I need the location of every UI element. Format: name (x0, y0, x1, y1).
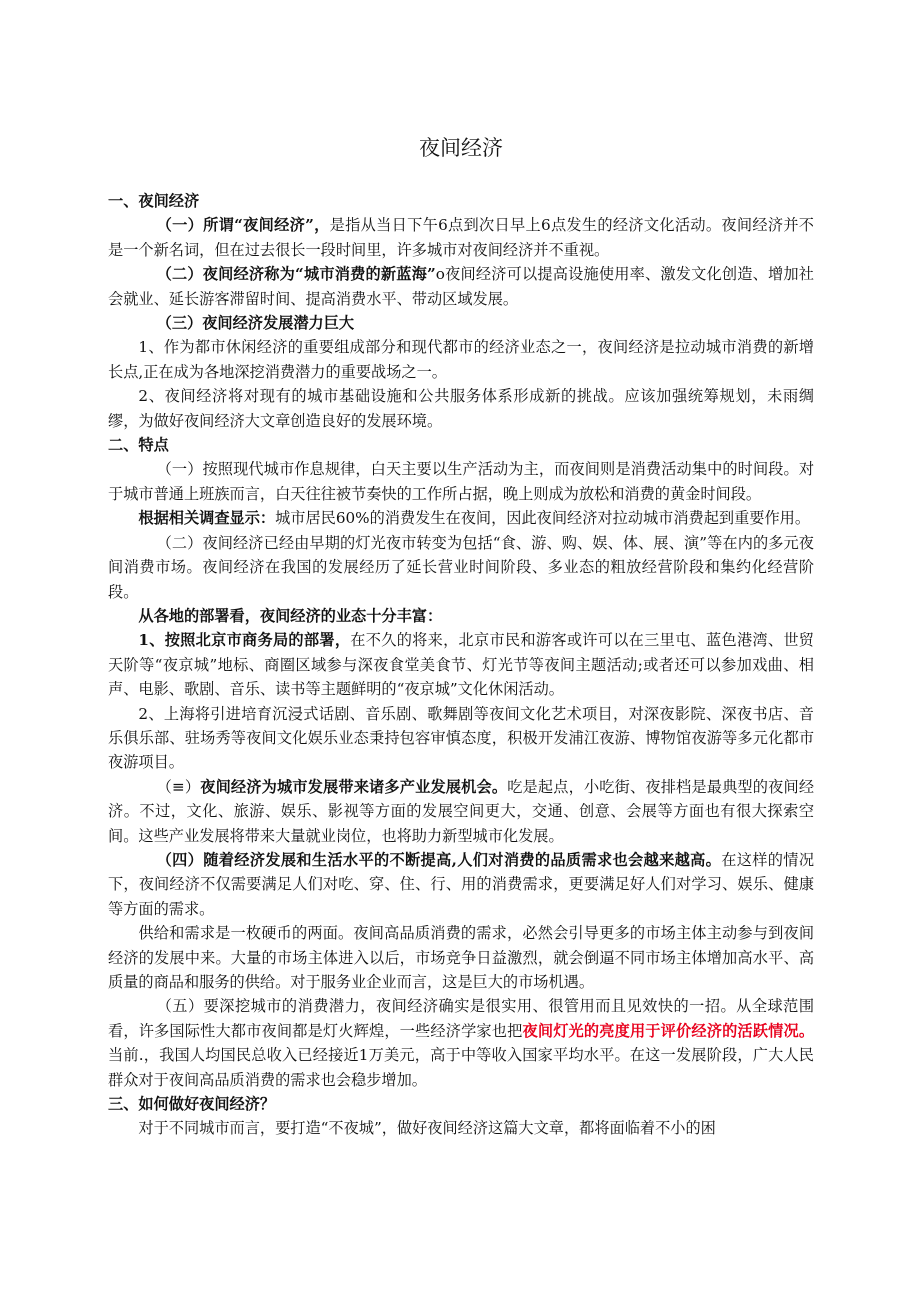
section-2-paragraph-8 (108, 848, 814, 921)
section-2-paragraph-10-highlight: 夜间灯光的亮度用于评价经济的活跃情况。 (522, 1021, 815, 1040)
section-1-paragraph-1 (108, 213, 814, 262)
section-2-paragraph-3: （二）夜间经济已经由早期的灯光夜市转变为包括“食、游、购、娱、体、展、演”等在内的多元夜间消费市场。夜间经济在我国的发展经历了延长营业时间阶段、多业态的粗放经营阶段和集约化经营阶段。 (108, 533, 814, 601)
section-2-paragraph-10-text-1: （五）要深挖城市的消费潜力，夜间经济确实是很实用、很管用而且见效快的一招。从全球范围看，许多国际性大都市夜间都是灯火辉煌，一些经济学家也把 (108, 997, 814, 1040)
section-2-paragraph-9: 供给和需求是一枚硬币的两面。夜间高品质消费的需求，必然会引导更多的市场主体主动参与到夜间经济的发展中来。大量的市场主体进入以后，市场竞争日益激烈，就会倒逼不同市场主体增加高水平、高质量的商品和服务的供给。对于服务业企业而言，这是巨大的市场机遇。 (108, 924, 814, 991)
section-2-paragraph-7-bold: 夜间经济为城市发展带来诸多产业发展机会。 (200, 777, 508, 796)
section-2-paragraph-6: 2、上海将引进培育沉浸式话剧、音乐剧、歌舞剧等夜间文化艺术项目，对深夜影院、深夜书店、音乐俱乐部、驻场秀等夜间文化娱乐业态秉持包容审慎态度，积极开发浦江夜游、博物馆夜游等多元化都市夜游项目。 (108, 704, 814, 772)
section-3-heading: 三、如何做好夜间经济？ (108, 1095, 276, 1114)
section-2-paragraph-2 (108, 506, 814, 530)
section-2-paragraph-4 (108, 604, 814, 628)
section-2-paragraph-5-text: 在不久的将来，北京市民和游客或许可以在三里屯、蓝色港湾、世贸天阶等“夜京城”地标、商圈区域参与深夜食堂美食节、灯光节等夜间主题活动;或者还可以参加戏曲、相声、电影、歌剧、音乐、读书等主题鲜明的“夜京城”文化休闲活动。 (108, 631, 814, 699)
section-1-paragraph-4: 1、作为都市休闲经济的重要组成部分和现代都市的经济业态之一，夜间经济是拉动城市消费的新增长点,正在成为各地深挖消费潜力的重要战场之一。 (108, 338, 814, 381)
section-2-paragraph-5-bold: 1、按照北京市商务局的部署， (138, 631, 351, 650)
section-2-paragraph-5 (108, 628, 814, 701)
section-2-paragraph-10 (108, 994, 814, 1092)
section-1-paragraph-3 (108, 311, 814, 335)
section-1-paragraph-2-text: o夜间经济可以提高设施使用率、激发文化创造、增加社会就业、延长游客滞留时间、提高消费水平、带动区域发展。 (108, 265, 814, 308)
section-2-heading: 二、特点 (108, 436, 169, 455)
section-2-paragraph-4-bold: 从各地的部署看，夜间经济的业态十分丰富： (138, 606, 443, 625)
section-1-paragraph-5: 2、夜间经济将对现有的城市基础设施和公共服务体系形成新的挑战。应该加强统筹规划，未雨绸缪，为做好夜间经济大文章创造良好的发展环境。 (108, 387, 814, 430)
section-2-paragraph-2-bold: 根据相关调查显示： (138, 509, 276, 528)
section-2-paragraph-1: （一）按照现代城市作息规律，白天主要以生产活动为主，而夜间则是消费活动集中的时间段。对于城市普通上班族而言，白天往往被节奏快的工作所占据，晚上则成为放松和消费的黄金时间段。 (108, 460, 814, 503)
section-2-paragraph-7-text: 吃是起点，小吃街、夜排档是最典型的夜间经济。不过，文化、旅游、娱乐、影视等方面的发展空间更大，交通、创意、会展等方面也有很大探索空间。这些产业发展将带来大量就业岗位，也将助力新型城市化发展。 (108, 777, 815, 845)
section-1-heading: 一、夜间经济 (108, 192, 200, 210)
section-1-paragraph-3-bold: （三）夜间经济发展潜力巨大 (156, 314, 355, 333)
section-3-paragraph-1: 对于不同城市而言，要打造“不夜城”，做好夜间经济这篇大文章，都将面临着不小的困 (138, 1119, 716, 1138)
document-title: 夜间经济 (419, 136, 503, 160)
section-2-paragraph-10-text-2: 当前.，我国人均国民总收入已经接近1万美元，高于中等收入国家平均水平。在这一发展阶段，广大人民群众对于夜间高品质消费的需求也会稳步增加。 (108, 1046, 814, 1089)
section-1-paragraph-1-bold: （一）所谓“夜间经济”， (156, 216, 330, 235)
section-1-paragraph-1-text: 是指从当日下午6点到次日早上6点发生的经济文化活动。夜间经济并不是一个新名词，但在过去很长一段时间里，许多城市对夜间经济并不重视。 (108, 216, 814, 259)
section-2-paragraph-2-text: 城市居民60%的消费发生在夜间，因此夜间经济对拉动城市消费起到重要作用。 (275, 509, 811, 528)
document-body (108, 189, 814, 1141)
section-2-paragraph-8-text: 在这样的情况下，夜间经济不仅需要满足人们对吃、穿、住、行、用的消费需求，更要满足好人们对学习、娱乐、健康等方面的需求。 (108, 850, 815, 918)
section-1-paragraph-2 (108, 262, 814, 311)
section-2-paragraph-8-bold: （四）随着经济发展和生活水平的不断提高,人们对消费的品质需求也会越来越高。 (156, 850, 722, 869)
section-1-paragraph-2-bold: （二）夜间经济称为“城市消费的新蓝海” (156, 265, 436, 284)
section-2-paragraph-7 (108, 775, 814, 848)
section-2-paragraph-7-lead: （≡） (156, 777, 201, 796)
